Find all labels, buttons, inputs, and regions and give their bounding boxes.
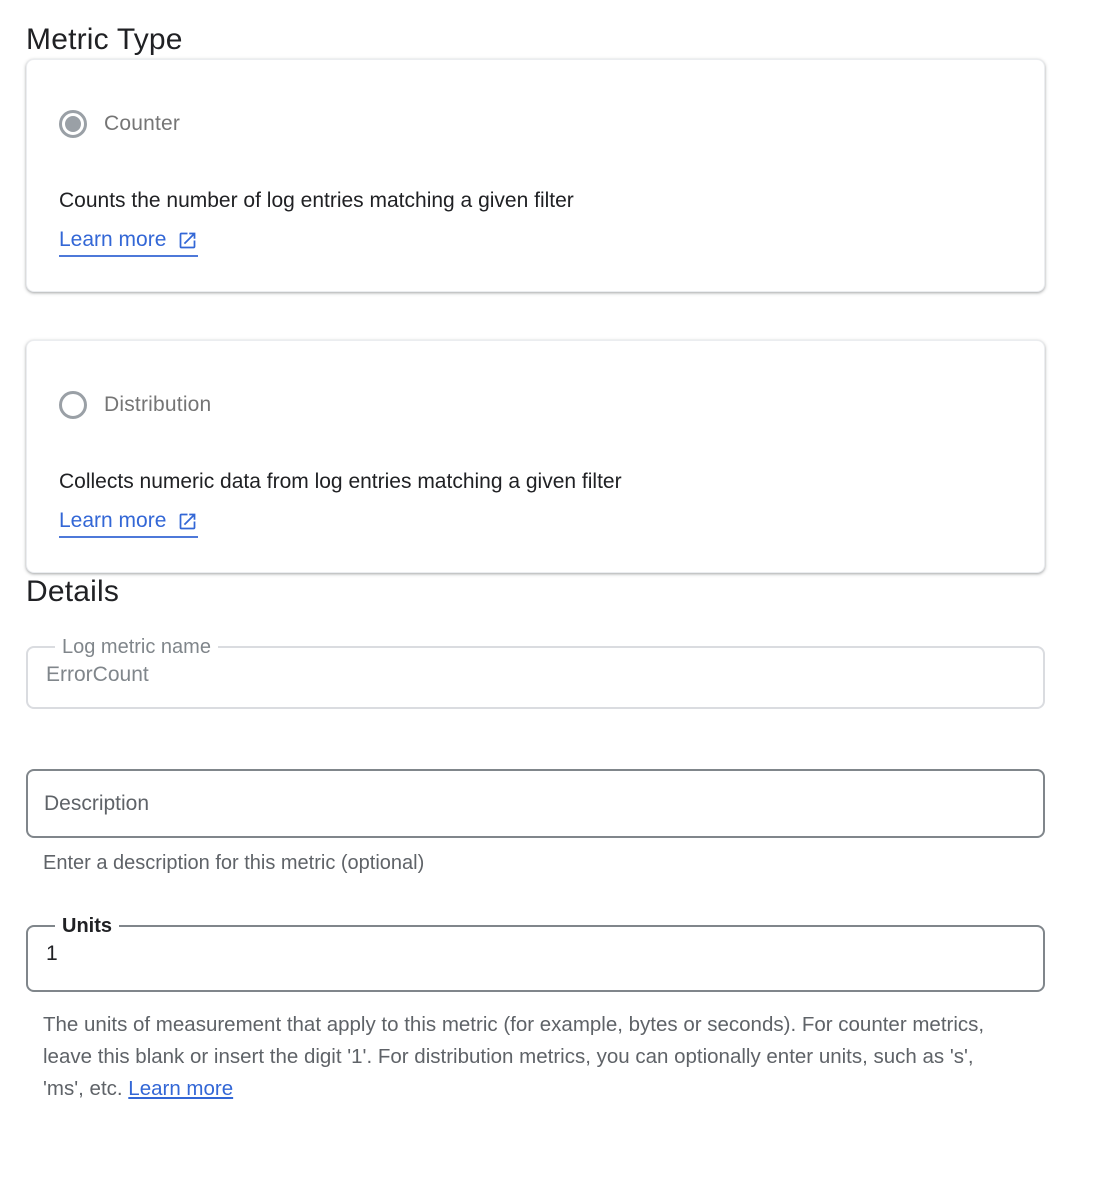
units-input[interactable] [44, 936, 1027, 990]
units-helper-body: The units of measurement that apply to this metric (for example, bytes or seconds). For counter metrics, leave this blank or insert the digit '1'. For distribution metrics, you can optionally enter units, such as 's', 'ms', etc. [43, 1013, 985, 1100]
counter-learn-more-label: Learn more [59, 228, 167, 251]
units-label: Units [62, 915, 112, 937]
distribution-radio-button [59, 391, 87, 419]
external-link-icon [177, 230, 198, 251]
distribution-radio-label: Distribution [104, 393, 212, 416]
counter-radio-label: Counter [104, 112, 181, 135]
external-link-icon [177, 511, 198, 532]
log-metric-name-field [26, 637, 1045, 709]
description-helper-text: Enter a description for this metric (optional) [43, 852, 425, 874]
counter-radio-button [59, 110, 87, 138]
metric-type-heading: Metric Type [26, 23, 183, 56]
units-learn-more-link[interactable]: Learn more [128, 1077, 234, 1100]
counter-learn-more-link[interactable] [59, 227, 198, 257]
details-heading: Details [26, 575, 120, 608]
log-metric-name-label: Log metric name [62, 636, 211, 658]
counter-option-card [26, 59, 1045, 292]
description-input[interactable] [26, 769, 1045, 838]
log-metric-name-input [44, 657, 1027, 707]
distribution-description: Collects numeric data from log entries matching a given filter [59, 470, 622, 493]
distribution-learn-more-label: Learn more [59, 509, 167, 532]
counter-description: Counts the number of log entries matching a given filter [59, 189, 574, 212]
units-field [26, 916, 1045, 992]
units-helper-text [43, 1009, 988, 1105]
distribution-radio-row [59, 391, 1012, 419]
distribution-option-card [26, 340, 1045, 573]
distribution-learn-more-link[interactable] [59, 508, 198, 538]
counter-radio-row [59, 110, 1012, 138]
